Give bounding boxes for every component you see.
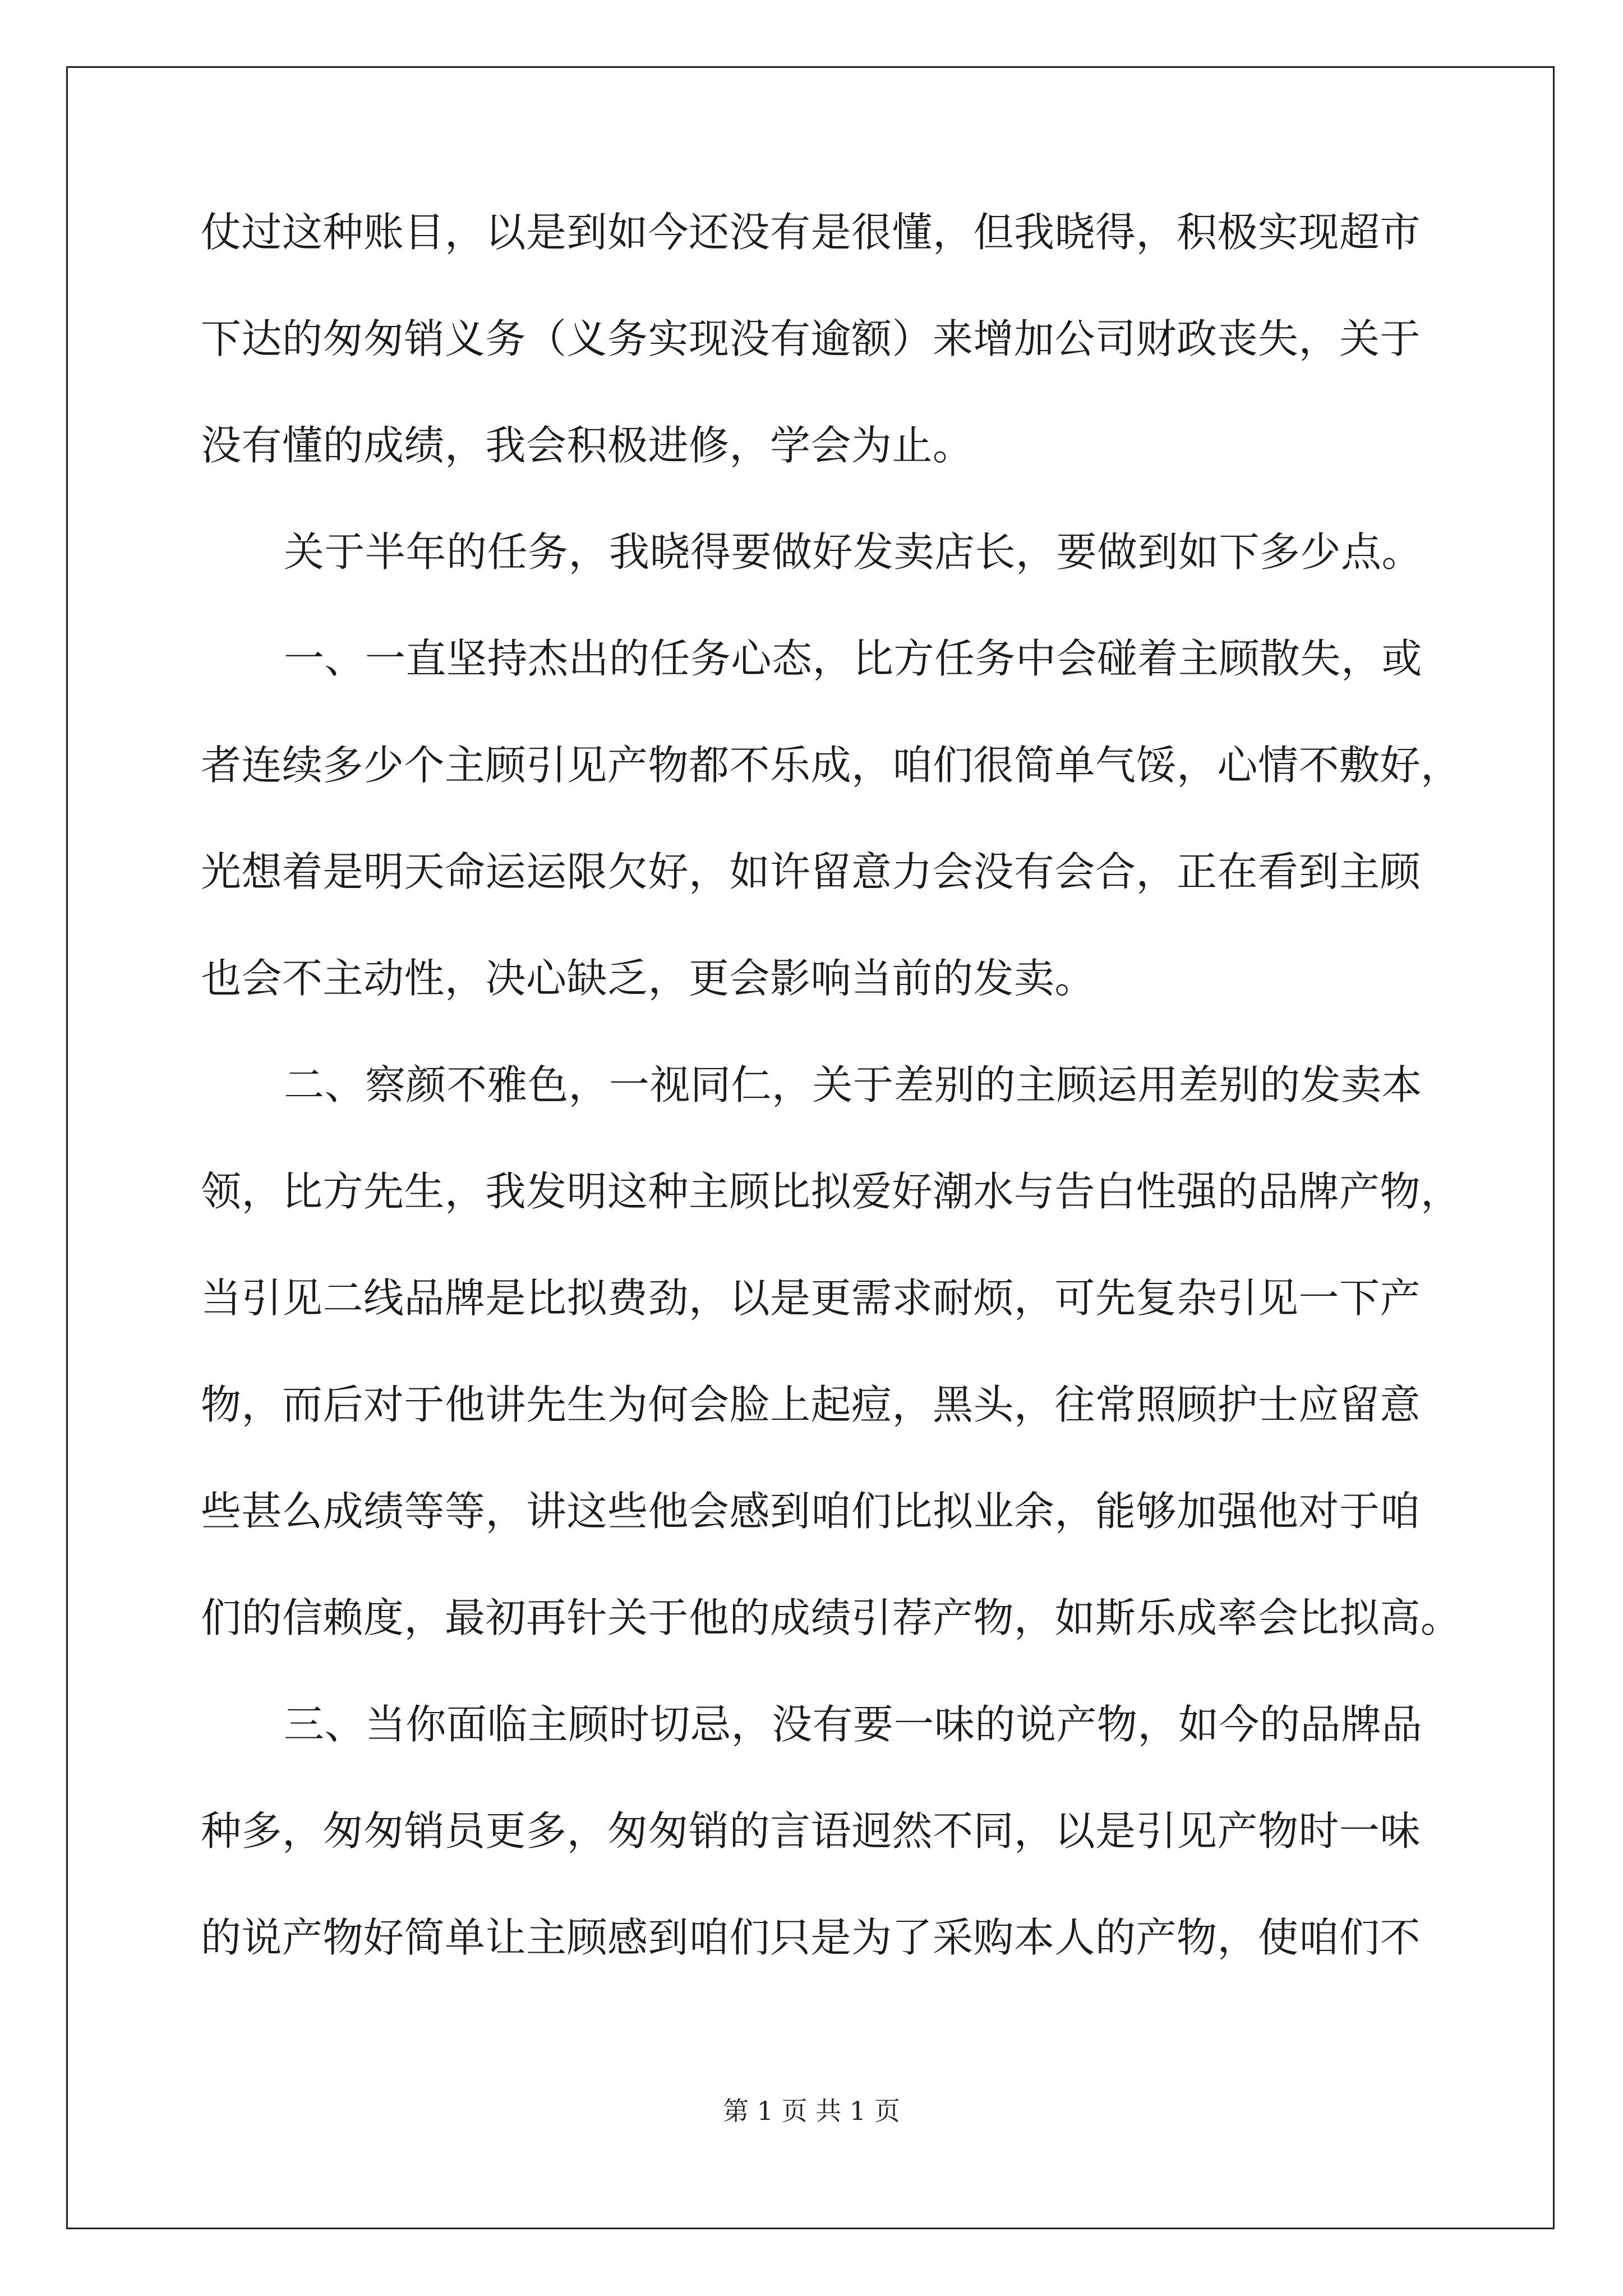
text-line: [201, 527, 1435, 634]
text-line: [201, 1913, 1435, 2019]
text-line: [201, 314, 1435, 421]
text-line: [201, 1806, 1435, 1913]
text-line: [201, 1700, 1435, 1806]
line-text: 种多，匆匆销员更多，匆匆销的言语迥然不同，以是引见产物时一味: [201, 1807, 1421, 1855]
text-line: [201, 1487, 1435, 1593]
line-text: 当引见二线品牌是比拟费劲，以是更需求耐烦，可先复杂引见一下产: [201, 1274, 1421, 1322]
line-text: 三、当你面临主顾时切忌，没有要一味的说产物，如今的品牌品: [284, 1701, 1423, 1748]
line-text: 关于半年的任务，我晓得要做好发卖店长，要做到如下多少点。: [284, 528, 1423, 576]
line-text: 光想着是明天命运运限欠好，如许留意力会没有会合，正在看到主顾: [201, 848, 1421, 895]
text-line: [201, 740, 1461, 847]
line-text: 者连续多少个主顾引见产物都不乐成，咱们很简单气馁，心情不敷好，: [201, 742, 1461, 789]
line-text: 们的信赖度，最初再针关于他的成绩引荐产物，如斯乐成率会比拟高。: [201, 1594, 1461, 1641]
text-line: [201, 421, 1435, 527]
line-text: 没有懂的成绩，我会积极进修，学会为止。: [201, 422, 974, 469]
text-line: [201, 1273, 1435, 1380]
line-text: 一、一直坚持杰出的任务心态，比方任务中会碰着主顾散失，或: [284, 635, 1423, 682]
text-line: [201, 208, 1435, 314]
line-text: 物，而后对于他讲先生为何会脸上起痘，黑头，往常照顾护士应留意: [201, 1381, 1421, 1428]
text-line: [201, 1060, 1435, 1167]
page-footer: 第 1 页 共 1 页: [723, 2096, 900, 2126]
text-line: [201, 1593, 1461, 1700]
line-text: 的说产物好简单让主顾感到咱们只是为了采购本人的产物，使咱们不: [201, 1914, 1421, 1961]
text-line: [201, 847, 1435, 954]
line-text: 下达的匆匆销义务（义务实现没有逾额）来增加公司财政丧失，关于: [201, 315, 1421, 362]
text-line: [201, 954, 1435, 1060]
document-body: [201, 208, 1461, 2019]
text-line: [201, 1167, 1461, 1273]
line-text: 些甚么成绩等等，讲这些他会感到咱们比拟业余，能够加强他对于咱: [201, 1488, 1421, 1535]
line-text: 仗过这种账目，以是到如今还没有是很懂，但我晓得，积极实现超市: [201, 209, 1421, 256]
line-text: 领，比方先生，我发明这种主顾比拟爱好潮水与告白性强的品牌产物，: [201, 1168, 1461, 1215]
line-text: 二、察颜不雅色，一视同仁，关于差别的主顾运用差别的发卖本: [284, 1061, 1423, 1108]
line-text: 也会不主动性，决心缺乏，更会影响当前的发卖。: [201, 955, 1096, 1002]
text-line: [201, 1380, 1435, 1487]
text-line: [201, 634, 1435, 740]
